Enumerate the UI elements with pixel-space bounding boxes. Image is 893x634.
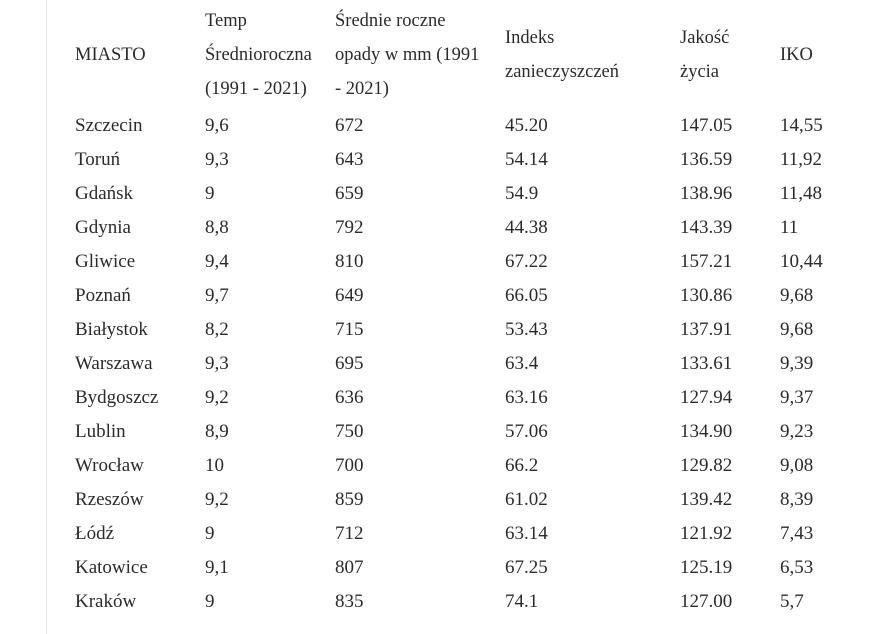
cell-life-quality: 125.19 — [680, 557, 733, 578]
table-row — [70, 483, 850, 517]
cell-city: Gliwice — [75, 251, 136, 272]
cell-pollution: 67.25 — [505, 557, 548, 578]
cell-temp: 9,4 — [205, 251, 229, 272]
cell-life-quality: 143.39 — [680, 217, 733, 238]
table-row — [70, 211, 850, 245]
cell-temp: 8,8 — [205, 217, 229, 238]
cell-temp: 9 — [205, 523, 215, 544]
cell-iko: 9,39 — [780, 353, 814, 374]
cell-rain: 810 — [335, 251, 364, 272]
table-row — [70, 415, 850, 449]
cell-iko: 9,08 — [780, 455, 814, 476]
cell-temp: 9,3 — [205, 149, 229, 170]
cell-temp: 9,2 — [205, 489, 229, 510]
cell-iko: 11 — [780, 217, 799, 238]
cell-pollution: 66.2 — [505, 455, 539, 476]
cell-rain: 712 — [335, 523, 364, 544]
cell-city: Szczecin — [75, 115, 143, 136]
table-header — [70, 4, 850, 109]
table-row — [70, 177, 850, 211]
header-city-label: MIASTO — [75, 45, 146, 65]
cell-city: Gdańsk — [75, 183, 134, 204]
cell-temp: 9 — [205, 591, 215, 612]
header-temp-line1: Temp — [205, 11, 247, 31]
table-row — [70, 313, 850, 347]
cell-life-quality: 136.59 — [680, 149, 733, 170]
header-rain — [330, 4, 500, 109]
cell-city: Rzeszów — [75, 489, 144, 510]
cell-rain: 700 — [335, 455, 364, 476]
cell-pollution: 54.14 — [505, 149, 548, 170]
cell-city: Bydgoszcz — [75, 387, 159, 408]
cell-rain: 835 — [335, 591, 364, 612]
cell-pollution: 53.43 — [505, 319, 548, 340]
cell-pollution: 63.4 — [505, 353, 539, 374]
cell-rain: 643 — [335, 149, 364, 170]
cell-city: Toruń — [75, 149, 121, 170]
cell-iko: 10,44 — [780, 251, 823, 272]
cell-rain: 715 — [335, 319, 364, 340]
cell-temp: 9,2 — [205, 387, 229, 408]
cell-rain: 750 — [335, 421, 364, 442]
cell-iko: 9,23 — [780, 421, 814, 442]
cell-iko: 11,92 — [780, 149, 823, 170]
header-rain-line1: Średnie roczne — [335, 11, 446, 31]
content-left-border — [46, 0, 47, 634]
cell-temp: 8,2 — [205, 319, 229, 340]
header-pollution-line2: zanieczyszczeń — [505, 62, 619, 82]
header-life-line1: Jakość — [680, 28, 730, 48]
header-iko-label: IKO — [780, 45, 813, 65]
cell-temp: 10 — [205, 455, 224, 476]
table-body — [70, 109, 850, 619]
header-pollution-line1: Indeks — [505, 28, 555, 48]
city-ranking-table — [70, 4, 850, 619]
cell-rain: 659 — [335, 183, 364, 204]
cell-iko: 7,43 — [780, 523, 814, 544]
cell-pollution: 61.02 — [505, 489, 548, 510]
cell-pollution: 44.38 — [505, 217, 548, 238]
header-temp-line3: (1991 - 2021) — [205, 79, 307, 99]
cell-life-quality: 127.94 — [680, 387, 733, 408]
cell-temp: 8,9 — [205, 421, 229, 442]
cell-temp: 9,3 — [205, 353, 229, 374]
cell-city: Wrocław — [75, 455, 144, 476]
cell-life-quality: 134.90 — [680, 421, 733, 442]
cell-pollution: 54.9 — [505, 183, 539, 204]
cell-city: Łódź — [75, 523, 115, 544]
cell-pollution: 57.06 — [505, 421, 548, 442]
table-row — [70, 585, 850, 619]
cell-temp: 9,7 — [205, 285, 229, 306]
cell-life-quality: 137.91 — [680, 319, 733, 340]
cell-iko: 8,39 — [780, 489, 814, 510]
cell-life-quality: 157.21 — [680, 251, 733, 272]
header-city — [70, 4, 200, 109]
cell-life-quality: 127.00 — [680, 591, 733, 612]
table-row — [70, 551, 850, 585]
cell-iko: 6,53 — [780, 557, 814, 578]
cell-life-quality: 147.05 — [680, 115, 733, 136]
header-row — [70, 4, 850, 109]
header-life-quality — [675, 4, 775, 109]
cell-city: Poznań — [75, 285, 131, 306]
cell-rain: 649 — [335, 285, 364, 306]
header-rain-line3: - 2021) — [335, 79, 389, 99]
cell-rain: 792 — [335, 217, 364, 238]
table-row — [70, 517, 850, 551]
table-row — [70, 347, 850, 381]
header-iko — [775, 4, 850, 109]
table-row — [70, 279, 850, 313]
cell-pollution: 63.16 — [505, 387, 548, 408]
cell-temp: 9,6 — [205, 115, 229, 136]
cell-city: Warszawa — [75, 353, 153, 374]
cell-rain: 859 — [335, 489, 364, 510]
cell-temp: 9,1 — [205, 557, 229, 578]
cell-rain: 807 — [335, 557, 364, 578]
cell-life-quality: 130.86 — [680, 285, 733, 306]
cell-life-quality: 121.92 — [680, 523, 733, 544]
header-life-line2: życia — [680, 62, 720, 82]
cell-life-quality: 133.61 — [680, 353, 733, 374]
cell-pollution: 67.22 — [505, 251, 548, 272]
header-pollution — [500, 4, 675, 109]
table-row — [70, 381, 850, 415]
cell-pollution: 66.05 — [505, 285, 548, 306]
cell-life-quality: 129.82 — [680, 455, 733, 476]
cell-iko: 9,68 — [780, 319, 814, 340]
table-row — [70, 143, 850, 177]
cell-city: Katowice — [75, 557, 148, 578]
cell-iko: 5,7 — [780, 591, 804, 612]
cell-city: Gdynia — [75, 217, 131, 238]
table-row — [70, 109, 850, 143]
header-temp-line2: Średnioroczna — [205, 45, 312, 65]
cell-iko: 11,48 — [780, 183, 823, 204]
cell-life-quality: 138.96 — [680, 183, 733, 204]
cell-pollution: 63.14 — [505, 523, 548, 544]
cell-rain: 636 — [335, 387, 364, 408]
cell-pollution: 45.20 — [505, 115, 548, 136]
table-row — [70, 449, 850, 483]
cell-city: Kraków — [75, 591, 137, 612]
cell-rain: 672 — [335, 115, 364, 136]
cell-life-quality: 139.42 — [680, 489, 733, 510]
header-temp — [200, 4, 330, 109]
cell-iko: 9,37 — [780, 387, 814, 408]
cell-iko: 9,68 — [780, 285, 814, 306]
cell-pollution: 74.1 — [505, 591, 539, 612]
cell-iko: 14,55 — [780, 115, 823, 136]
header-rain-line2: opady w mm (1991 — [335, 45, 480, 65]
cell-rain: 695 — [335, 353, 364, 374]
cell-city: Lublin — [75, 421, 126, 442]
cell-city: Białystok — [75, 319, 148, 340]
table-row — [70, 245, 850, 279]
cell-temp: 9 — [205, 183, 215, 204]
